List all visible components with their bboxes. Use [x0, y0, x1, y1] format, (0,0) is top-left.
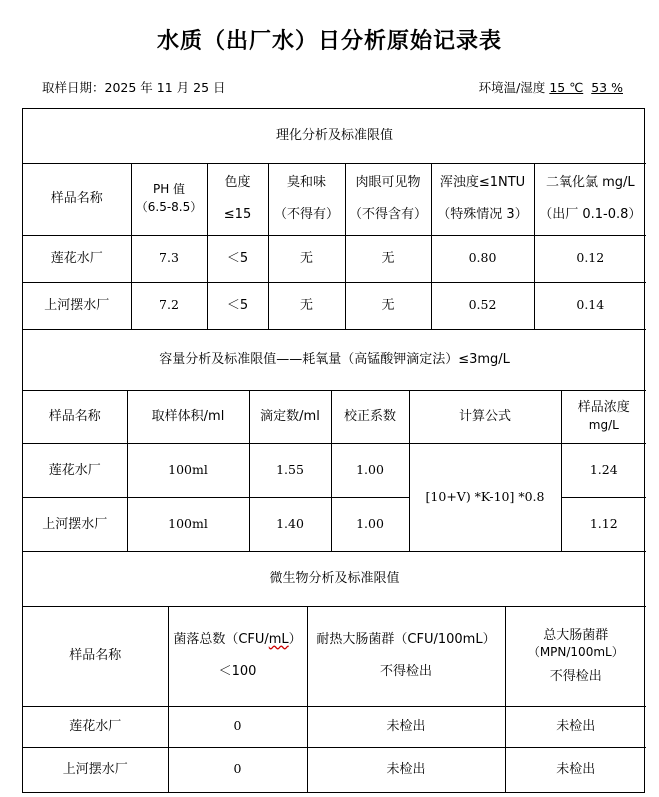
header-color: 色度 ≤15: [207, 163, 268, 235]
formula-value: [10+V) *K-10] *0.8: [409, 444, 561, 552]
volume-value: 100ml: [127, 444, 249, 498]
humidity-value: 53 %: [591, 80, 623, 95]
sampling-date: 取样日期：2025 年 11 月 25 日: [42, 80, 226, 95]
header-turbidity: 浑浊度≤1NTU （特殊情况 3）: [431, 163, 534, 235]
odor-value: 无: [268, 282, 345, 329]
sample-name: 上河摆水厂: [23, 747, 168, 792]
section-heading-microbiology: 微生物分析及标准限值: [23, 552, 646, 606]
header-total-coliforms: 总大肠菌群 （MPN/100mL） 不得检出: [505, 606, 646, 706]
header-sample-name: 样品名称: [23, 391, 127, 444]
section-heading-volumetric: 容量分析及标准限值——耗氧量（高锰酸钾滴定法）≤3mg/L: [23, 330, 646, 391]
total-coliform-value: 未检出: [505, 706, 646, 747]
sample-name: 莲花水厂: [23, 706, 168, 747]
factor-value: 1.00: [331, 444, 409, 498]
header-visible-matter: 肉眼可见物 （不得含有）: [345, 163, 431, 235]
concentration-value: 1.12: [561, 498, 646, 552]
factor-value: 1.00: [331, 498, 409, 552]
table-row: [23, 444, 646, 498]
header-colony-count: 菌落总数（CFU/mL） ＜100: [168, 606, 307, 706]
sample-name: 莲花水厂: [23, 235, 131, 282]
color-value: ＜5: [207, 235, 268, 282]
physchem-table: [23, 109, 646, 330]
header-sample-name: 样品名称: [23, 163, 131, 235]
visible-value: 无: [345, 235, 431, 282]
sample-name: 上河摆水厂: [23, 282, 131, 329]
temperature-value: 15 ℃: [549, 80, 584, 95]
header-ph: PH 值 （6.5-8.5）: [131, 163, 207, 235]
turbidity-value: 0.80: [431, 235, 534, 282]
header-sample-volume: 取样体积/ml: [127, 391, 249, 444]
header-chlorine-dioxide: 二氧化氯 mg/L （出厂 0.1-0.8）: [534, 163, 646, 235]
thermo-value: 未检出: [307, 747, 505, 792]
page-title: 水质（出厂水）日分析原始记录表: [156, 29, 502, 54]
table-row: [23, 282, 646, 329]
total-coliform-value: 未检出: [505, 747, 646, 792]
env-label: 环境温/湿度: [478, 80, 546, 95]
microbiology-table: [23, 552, 646, 792]
sample-name: 上河摆水厂: [23, 498, 127, 552]
header-formula: 计算公式: [409, 391, 561, 444]
thermo-value: 未检出: [307, 706, 505, 747]
color-value: ＜5: [207, 282, 268, 329]
header-titration: 滴定数/ml: [249, 391, 331, 444]
record-sheet: [22, 108, 645, 793]
titration-value: 1.40: [249, 498, 331, 552]
header-odor: 臭和味 （不得有）: [268, 163, 345, 235]
table-row: [23, 235, 646, 282]
environment-conditions: [479, 78, 627, 96]
turbidity-value: 0.52: [431, 282, 534, 329]
ph-value: 7.2: [131, 282, 207, 329]
section-heading-physchem: 理化分析及标准限值: [23, 109, 646, 163]
volumetric-table: [23, 330, 646, 553]
chlorine-value: 0.14: [534, 282, 646, 329]
titration-value: 1.55: [249, 444, 331, 498]
table-row: [23, 747, 646, 792]
table-row: [23, 706, 646, 747]
header-sample-name: 样品名称: [23, 606, 168, 706]
header-thermotolerant-coliforms: 耐热大肠菌群（CFU/100mL） 不得检出: [307, 606, 505, 706]
volume-value: 100ml: [127, 498, 249, 552]
concentration-value: 1.24: [561, 444, 646, 498]
colony-value: 0: [168, 747, 307, 792]
chlorine-value: 0.12: [534, 235, 646, 282]
sample-name: 莲花水厂: [23, 444, 127, 498]
colony-value: 0: [168, 706, 307, 747]
ph-value: 7.3: [131, 235, 207, 282]
odor-value: 无: [268, 235, 345, 282]
header-concentration: 样品浓度 mg/L: [561, 391, 646, 444]
header-correction-factor: 校正系数: [331, 391, 409, 444]
visible-value: 无: [345, 282, 431, 329]
